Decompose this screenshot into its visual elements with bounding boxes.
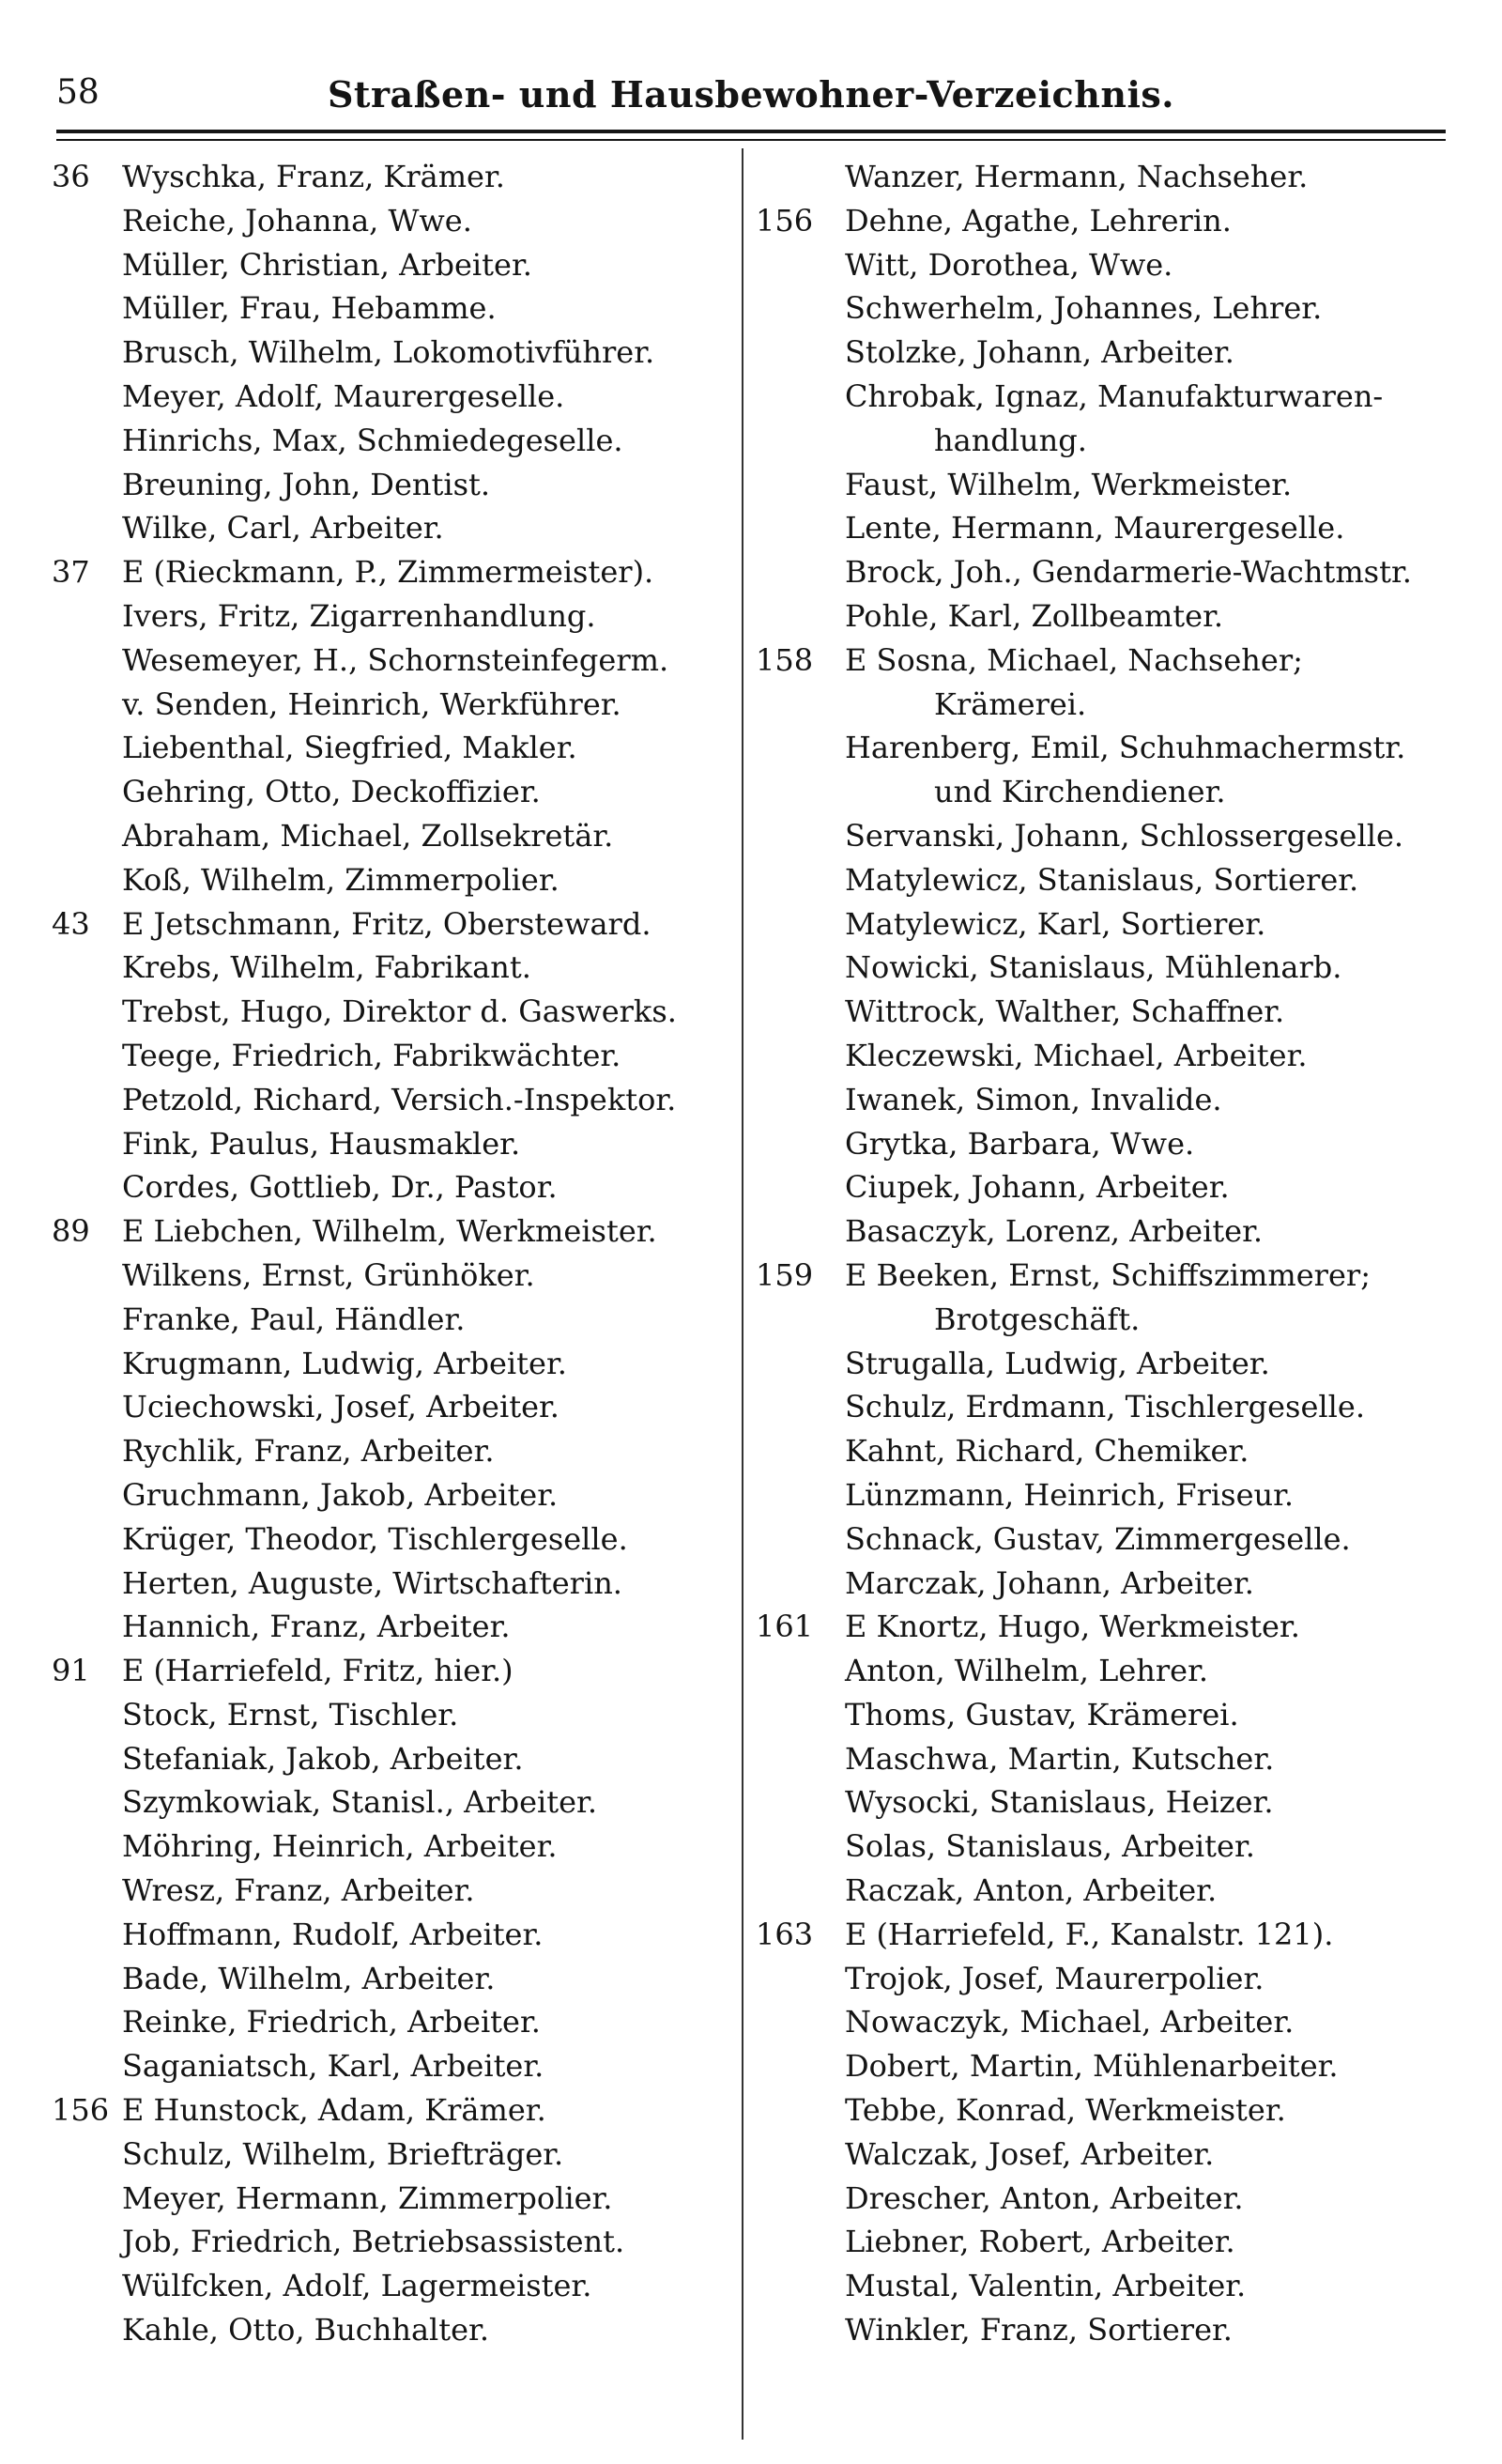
resident-text: E (Rieckmann, P., Zimmermeister). [122, 554, 654, 591]
resident-text: Chrobak, Ignaz, Manufakturwaren- [845, 377, 1384, 414]
resident-text: Koß, Wilhelm, Zimmerpolier. [122, 861, 559, 898]
resident-text: Stock, Ernst, Tischler. [122, 1696, 459, 1732]
resident-text: Krüger, Theodor, Tischlergeselle. [122, 1520, 628, 1557]
resident-text: Krugmann, Ludwig, Arbeiter. [122, 1345, 567, 1381]
resident-text: handlung. [934, 422, 1087, 458]
resident-text: Teege, Friedrich, Fabrikwächter. [122, 1037, 621, 1073]
house-number: 156 [52, 2092, 110, 2129]
house-number: 37 [52, 554, 90, 591]
house-number: 36 [52, 159, 90, 194]
resident-text: Job, Friedrich, Betriebsassistent. [122, 2224, 625, 2260]
directory-entry [52, 639, 728, 683]
resident-text: Hinrichs, Max, Schmiedegeselle. [122, 422, 623, 458]
directory-entry [756, 990, 1432, 1034]
directory-entry [52, 199, 728, 243]
resident-text: Thoms, Gustav, Krämerei. [845, 1696, 1239, 1732]
resident-text: Tebbe, Konrad, Werkmeister. [845, 2092, 1286, 2129]
resident-text: Fink, Paulus, Hausmakler. [122, 1125, 521, 1162]
resident-text: Petzold, Richard, Versich.-Inspektor. [122, 1081, 677, 1117]
resident-text: Wittrock, Walther, Schaffner. [845, 993, 1285, 1030]
resident-text: Herten, Auguste, Wirtschafterin. [122, 1564, 622, 1601]
resident-text: Möhring, Heinrich, Arbeiter. [122, 1828, 558, 1865]
directory-entry [52, 2000, 728, 2044]
page-header [56, 73, 1446, 130]
directory-entry [52, 1342, 728, 1386]
directory-entry [52, 155, 728, 199]
directory-entry [52, 1385, 728, 1429]
directory-entry [52, 990, 728, 1034]
directory-entry [52, 1957, 728, 2001]
resident-text: Matylewicz, Karl, Sortierer. [845, 905, 1266, 942]
directory-entry [52, 550, 728, 594]
directory-entry [756, 463, 1432, 507]
resident-text: Wilkens, Ernst, Grünhöker. [122, 1256, 535, 1293]
resident-text: Meyer, Adolf, Maurergeselle. [122, 377, 565, 414]
resident-text: Walczak, Josef, Arbeiter. [845, 2135, 1215, 2172]
directory-entry [52, 2308, 728, 2352]
resident-text: Lente, Hermann, Maurergeselle. [845, 510, 1345, 547]
resident-text: Hannich, Franz, Arbeiter. [122, 1609, 511, 1645]
directory-entry [756, 1165, 1432, 1209]
resident-text: Schwerhelm, Johannes, Lehrer. [845, 290, 1323, 327]
directory-entry [52, 286, 728, 331]
resident-text: Liebner, Robert, Arbeiter. [845, 2224, 1235, 2260]
directory-entry [52, 1913, 728, 1957]
directory-entry [756, 1122, 1432, 1166]
directory-entry [756, 506, 1432, 550]
directory-entry [756, 2044, 1432, 2088]
directory-entry [52, 1869, 728, 1913]
resident-text: Schnack, Gustav, Zimmergeselle. [845, 1520, 1351, 1557]
directory-entry [756, 1562, 1432, 1606]
resident-text: Ciupek, Johann, Arbeiter. [845, 1169, 1230, 1206]
header-rule-thick [56, 130, 1446, 133]
directory-entry [756, 1649, 1432, 1693]
resident-text: Schulz, Wilhelm, Briefträger. [122, 2135, 564, 2172]
resident-text: E (Harriefeld, Fritz, hier.) [122, 1653, 513, 1689]
directory-entry [756, 375, 1432, 419]
resident-text: Reinke, Friedrich, Arbeiter. [122, 2004, 541, 2040]
directory-entry [756, 1473, 1432, 1517]
resident-text: Kahnt, Richard, Chemiker. [845, 1433, 1249, 1470]
resident-text: E Jetschmann, Fritz, Obersteward. [122, 905, 651, 942]
resident-text: Schulz, Erdmann, Tischlergeselle. [845, 1389, 1365, 1425]
directory-entry [52, 814, 728, 858]
house-number: 89 [52, 1213, 90, 1250]
directory-entry [52, 375, 728, 419]
resident-text: Brock, Joh., Gendarmerie-Wachtmstr. [845, 554, 1412, 591]
directory-entry [756, 1517, 1432, 1562]
directory-entry [52, 2088, 728, 2133]
column-divider [742, 148, 743, 2440]
resident-text: Abraham, Michael, Zollsekretär. [122, 817, 614, 854]
directory-entry [756, 419, 1432, 463]
resident-text: Servanski, Johann, Schlossergeselle. [845, 817, 1404, 854]
resident-text: Iwanek, Simon, Invalide. [845, 1081, 1222, 1117]
resident-text: Basaczyk, Lorenz, Arbeiter. [845, 1213, 1264, 1250]
directory-entry [756, 1254, 1432, 1298]
directory-entry [756, 1780, 1432, 1825]
directory-entry [52, 2220, 728, 2264]
directory-entry [756, 2000, 1432, 2044]
directory-entry [756, 902, 1432, 947]
directory-entry [52, 1429, 728, 1473]
resident-text: Kleczewski, Michael, Arbeiter. [845, 1037, 1308, 1073]
directory-entry [52, 726, 728, 770]
resident-text: Bade, Wilhelm, Arbeiter. [122, 1960, 496, 1996]
resident-text: Marczak, Johann, Arbeiter. [845, 1564, 1254, 1601]
resident-text: E Knortz, Hugo, Werkmeister. [845, 1609, 1300, 1645]
directory-entry [52, 1254, 728, 1298]
directory-entry [756, 331, 1432, 375]
resident-text: Kahle, Otto, Buchhalter. [122, 2312, 489, 2348]
resident-text: Ivers, Fritz, Zigarrenhandlung. [122, 597, 596, 634]
directory-entry [52, 858, 728, 902]
header-rule-thin [56, 139, 1446, 141]
resident-text: Cordes, Gottlieb, Dr., Pastor. [122, 1169, 558, 1206]
resident-text: Stefaniak, Jakob, Arbeiter. [122, 1740, 524, 1777]
resident-text: Gehring, Otto, Deckoffizier. [122, 774, 541, 810]
directory-entry [756, 683, 1432, 727]
directory-entry [52, 1693, 728, 1737]
directory-entry [52, 770, 728, 814]
resident-text: Gruchmann, Jakob, Arbeiter. [122, 1476, 559, 1513]
directory-entry [756, 243, 1432, 287]
directory-entry [756, 858, 1432, 902]
directory-entry [52, 1605, 728, 1649]
directory-entry [756, 946, 1432, 990]
resident-text: Rychlik, Franz, Arbeiter. [122, 1433, 495, 1470]
resident-text: E Beeken, Ernst, Schiffszimmerer; [845, 1256, 1371, 1293]
resident-text: Wysocki, Stanislaus, Heizer. [845, 1784, 1274, 1821]
resident-text: Grytka, Barbara, Wwe. [845, 1125, 1195, 1162]
resident-text: Mustal, Valentin, Arbeiter. [845, 2268, 1247, 2304]
directory-entry [52, 1473, 728, 1517]
directory-entry [52, 902, 728, 947]
resident-text: Lünzmann, Heinrich, Friseur. [845, 1476, 1295, 1513]
resident-text: Brusch, Wilhelm, Lokomotivführer. [122, 334, 655, 371]
directory-entry [52, 1780, 728, 1825]
resident-text: Pohle, Karl, Zollbeamter. [845, 597, 1224, 634]
resident-text: E (Harriefeld, F., Kanalstr. 121). [845, 1916, 1334, 1952]
directory-entry [52, 506, 728, 550]
resident-text: Reiche, Johanna, Wwe. [122, 202, 472, 239]
directory-entry [756, 2264, 1432, 2308]
resident-text: E Hunstock, Adam, Krämer. [122, 2092, 546, 2129]
directory-entry [52, 2264, 728, 2308]
resident-text: Dehne, Agathe, Lehrerin. [845, 202, 1232, 239]
house-number: 43 [52, 905, 90, 942]
resident-text: Wesemeyer, H., Schornsteinfegerm. [122, 641, 669, 678]
house-number: 163 [756, 1916, 814, 1952]
directory-entry [756, 2220, 1432, 2264]
resident-text: und Kirchendiener. [934, 774, 1226, 810]
resident-text: Krebs, Wilhelm, Fabrikant. [122, 949, 531, 986]
resident-text: Breuning, John, Dentist. [122, 466, 491, 502]
resident-text: Nowicki, Stanislaus, Mühlenarb. [845, 949, 1342, 986]
directory-entry [756, 639, 1432, 683]
directory-entry [52, 1034, 728, 1078]
directory-entry [756, 1034, 1432, 1078]
directory-entry [756, 594, 1432, 639]
resident-text: Hoffmann, Rudolf, Arbeiter. [122, 1916, 544, 1952]
directory-entry [756, 1869, 1432, 1913]
directory-entry [52, 243, 728, 287]
resident-text: Maschwa, Martin, Kutscher. [845, 1740, 1275, 1777]
directory-entry [52, 1737, 728, 1781]
resident-text: Winkler, Franz, Sortierer. [845, 2312, 1233, 2348]
resident-text: Faust, Wilhelm, Werkmeister. [845, 466, 1293, 502]
page-number: 58 [56, 73, 100, 112]
resident-text: Wresz, Franz, Arbeiter. [122, 1872, 475, 1909]
resident-text: Harenberg, Emil, Schuhmachermstr. [845, 730, 1406, 766]
directory-entry [756, 1693, 1432, 1737]
directory-entry [52, 1122, 728, 1166]
directory-entry [756, 2177, 1432, 2221]
resident-text: Meyer, Hermann, Zimmerpolier. [122, 2179, 613, 2216]
directory-entry [52, 1165, 728, 1209]
directory-entry [52, 1078, 728, 1122]
resident-text: Brotgeschäft. [934, 1301, 1141, 1337]
directory-entry [756, 2133, 1432, 2177]
directory-entry [52, 463, 728, 507]
house-number: 161 [756, 1609, 814, 1645]
left-column [52, 155, 728, 2352]
directory-entry [52, 946, 728, 990]
directory-entry [756, 286, 1432, 331]
resident-text: Uciechowski, Josef, Arbeiter. [122, 1389, 559, 1425]
resident-text: Matylewicz, Stanislaus, Sortierer. [845, 861, 1359, 898]
directory-entry [756, 1298, 1432, 1342]
directory-entry [756, 1605, 1432, 1649]
directory-entry [52, 419, 728, 463]
directory-entry [756, 199, 1432, 243]
directory-entry [52, 1825, 728, 1869]
directory-entry [756, 2088, 1432, 2133]
resident-text: Anton, Wilhelm, Lehrer. [845, 1653, 1209, 1689]
resident-text: Trojok, Josef, Maurerpolier. [845, 1960, 1264, 1996]
directory-entry [52, 2177, 728, 2221]
directory-entry [52, 1517, 728, 1562]
resident-text: Strugalla, Ludwig, Arbeiter. [845, 1345, 1270, 1381]
directory-entry [52, 683, 728, 727]
resident-text: Stolzke, Johann, Arbeiter. [845, 334, 1234, 371]
directory-entry [756, 1913, 1432, 1957]
directory-entry [756, 1385, 1432, 1429]
directory-entry [756, 770, 1432, 814]
resident-text: Szymkowiak, Stanisl., Arbeiter. [122, 1784, 597, 1821]
resident-text: Solas, Stanislaus, Arbeiter. [845, 1828, 1255, 1865]
resident-text: Witt, Dorothea, Wwe. [845, 246, 1173, 283]
resident-text: Liebenthal, Siegfried, Makler. [122, 730, 577, 766]
resident-text: Wanzer, Hermann, Nachseher. [845, 159, 1309, 194]
directory-entry [756, 814, 1432, 858]
resident-text: Raczak, Anton, Arbeiter. [845, 1872, 1218, 1909]
directory-entry [52, 2133, 728, 2177]
resident-text: Müller, Christian, Arbeiter. [122, 246, 532, 283]
directory-entry [756, 2308, 1432, 2352]
directory-entry [756, 1209, 1432, 1254]
directory-entry [52, 331, 728, 375]
directory-entry [756, 1737, 1432, 1781]
resident-text: Wülfcken, Adolf, Lagermeister. [122, 2268, 592, 2304]
directory-entry [756, 550, 1432, 594]
resident-text: E Sosna, Michael, Nachseher; [845, 641, 1303, 678]
directory-entry [756, 1429, 1432, 1473]
directory-entry [52, 594, 728, 639]
resident-text: E Liebchen, Wilhelm, Werkmeister. [122, 1213, 657, 1250]
directory-entry [52, 1649, 728, 1693]
house-number: 158 [756, 641, 814, 678]
resident-text: Trebst, Hugo, Direktor d. Gaswerks. [122, 993, 677, 1030]
directory-entry [756, 1957, 1432, 2001]
house-number: 156 [756, 202, 814, 239]
directory-entry [756, 726, 1432, 770]
directory-entry [52, 1562, 728, 1606]
resident-text: Müller, Frau, Hebamme. [122, 290, 497, 327]
house-number: 91 [52, 1653, 90, 1689]
resident-text: v. Senden, Heinrich, Werkführer. [122, 685, 621, 722]
resident-text: Nowaczyk, Michael, Arbeiter. [845, 2004, 1295, 2040]
resident-text: Wyschka, Franz, Krämer. [122, 159, 505, 194]
resident-text: Drescher, Anton, Arbeiter. [845, 2179, 1244, 2216]
resident-text: Saganiatsch, Karl, Arbeiter. [122, 2048, 544, 2085]
directory-entry [52, 2044, 728, 2088]
directory-entry [756, 155, 1432, 199]
right-column [756, 155, 1432, 2352]
directory-entry [52, 1298, 728, 1342]
resident-text: Wilke, Carl, Arbeiter. [122, 510, 444, 547]
directory-entry [756, 1342, 1432, 1386]
house-number: 159 [756, 1256, 814, 1293]
resident-text: Krämerei. [934, 685, 1087, 722]
resident-text: Franke, Paul, Händler. [122, 1301, 466, 1337]
resident-text: Dobert, Martin, Mühlenarbeiter. [845, 2048, 1339, 2085]
directory-entry [756, 1825, 1432, 1869]
directory-entry [52, 1209, 728, 1254]
running-title: Straßen- und Hausbewohner-Verzeichnis. [327, 73, 1175, 116]
directory-entry [756, 1078, 1432, 1122]
